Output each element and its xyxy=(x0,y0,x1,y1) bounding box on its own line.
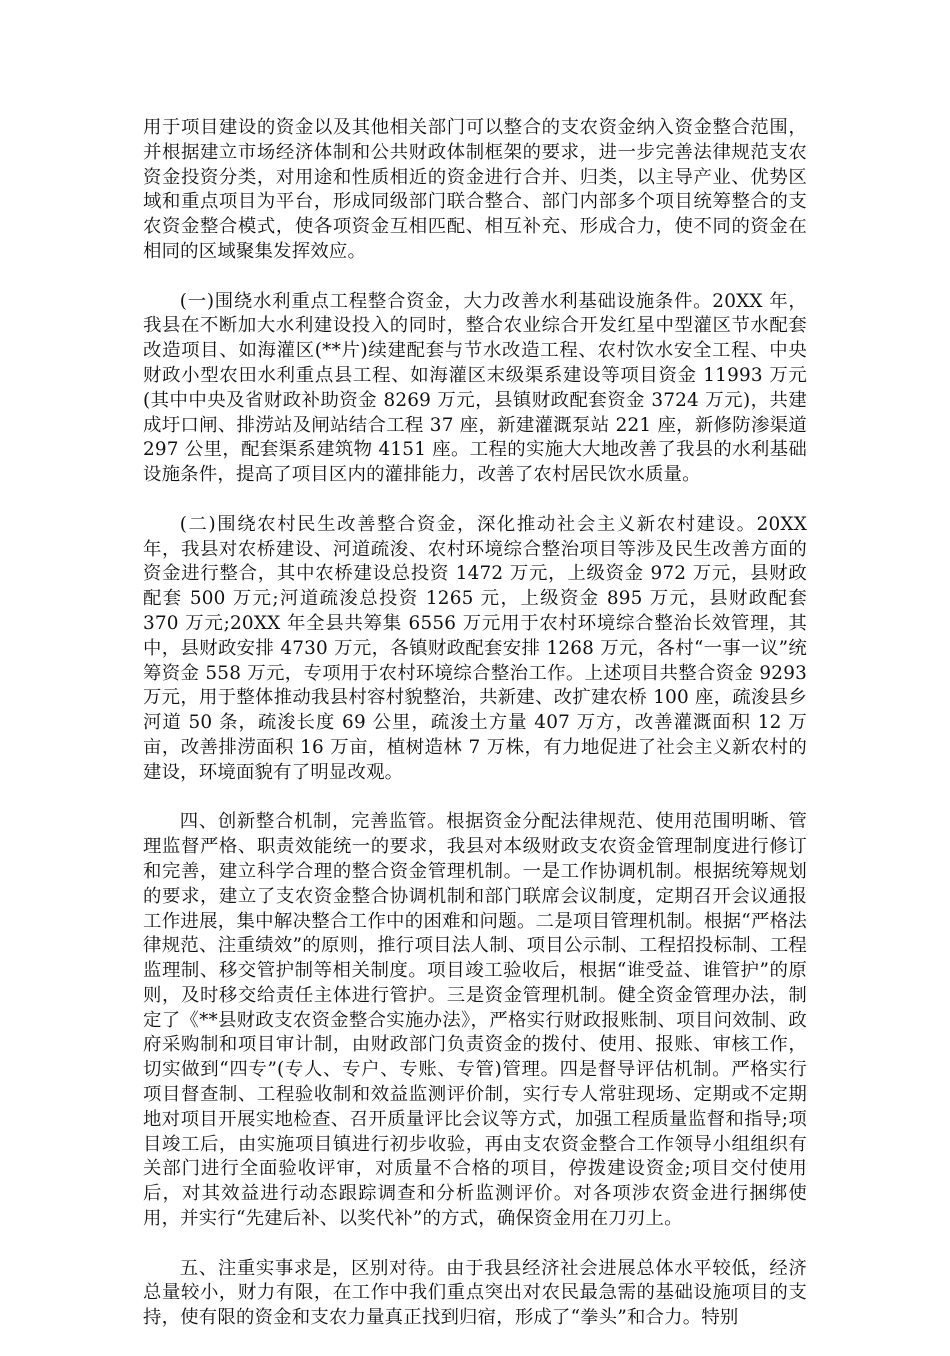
paragraph-rural-livelihood: (二)围绕农村民生改善整合资金，深化推动社会主义新农村建设。20XX 年，我县对农桥建设、河道疏浚、农村环境综合整治项目等涉及民生改善方面的资金进行整合，其中农桥建设总投资 1472 万元，上级资金 972 万元，县财政配套 500 万元;河道疏浚总投资 1265 元，上级资金 895 万元，县财政配套 370 万元;20XX 年全县共筹集 6556 万元用于农村环境综合整治长效管理，其中，县财政安排 4730 万元，各镇财政配套安排 1268 万元，各村“一事一议”统筹资金 558 万元，专项用于农村环境综合整治工作。上述项目共整合资金 9293 万元，用于整体推动我县村容村貌整治，共新建、改扩建农桥 100 座，疏浚县乡河道 50 条，疏浚长度 69 公里，疏浚土方量 407 万方，改善灌溉面积 12 万亩，改善排涝面积 16 万亩，植树造林 7 万株，有力地促进了社会主义新农村的建设，环境面貌有了明显改观。 xyxy=(143,513,807,783)
paragraph-integration-mechanism: 四、创新整合机制，完善监管。根据资金分配法律规范、使用范围明晰、管理监督严格、职责效能统一的要求，我县对本级财政支农资金管理制度进行修订和完善，建立科学合理的整合资金管理机制。一是工作协调机制。根据统筹规划的要求，建立了支农资金整合协调机制和部门联席会议制度，定期召开会议通报工作进展，集中解决整合工作中的困难和问题。二是项目管理机制。根据“严格法律规范、注重绩效”的原则，推行项目法人制、项目公示制、工程招投标制、工程监理制、移交管护制等相关制度。项目竣工验收后，根据“谁受益、谁管护”的原则，及时移交给责任主体进行管护。三是资金管理机制。健全资金管理办法，制定了《**县财政支农资金整合实施办法》，严格实行财政报账制、项目问效制、政府采购制和项目审计制，由财政部门负责资金的拨付、使用、报账、审核工作，切实做到“四专”(专人、专户、专账、专管)管理。四是督导评估机制。严格实行项目督查制、工程验收制和效益监测评价制，实行专人常驻现场、定期或不定期地对项目开展实地检查、召开质量评比会议等方式，加强工程质量监督和指导;项目竣工后，由实施项目镇进行初步收验，再由支农资金整合工作领导小组组织有关部门进行全面验收评审，对质量不合格的项目，停拨建设资金;项目交付使用后，对其效益进行动态跟踪调查和分析监测评价。对各项涉农资金进行捆绑使用，并实行“先建后补、以奖代补”的方式，确保资金用在刀刃上。 xyxy=(143,811,807,1230)
paragraph-water-conservancy: (一)围绕水利重点工程整合资金，大力改善水利基础设施条件。20XX 年，我县在不断加大水利建设投入的同时，整合农业综合开发红星中型灌区节水配套改造项目、如海灌区(**片)续建配套与节水改造工程、农村饮水安全工程、中央财政小型农田水利重点县工程、如海灌区末级渠系建设等项目资金 11993 万元(其中中央及省财政补助资金 8269 万元，县镇财政配套资金 3724 万元)，共建成圩口闸、排涝站及闸站结合工程 37 座，新建灌溉泵站 221 座，新修防渗渠道 297 公里，配套渠系建筑物 4151 座。工程的实施大大地改善了我县的水利基础设施条件，提高了项目区内的灌排能力，改善了农村居民饮水质量。 xyxy=(143,290,807,486)
paragraph-fund-integration-scope: 用于项目建设的资金以及其他相关部门可以整合的支农资金纳入资金整合范围，并根据建立市场经济体制和公共财政体制框架的要求，进一步完善法律规范支农资金投资分类，对用途和性质相近的资金进行合并、归类，以主导产业、优势区域和重点项目为平台，形成同级部门联合整合、部门内部多个项目统筹整合的支农资金整合模式，使各项资金互相匹配、相互补充、形成合力，使不同的资金在相同的区域聚集发挥效应。 xyxy=(143,117,807,262)
paragraph-seek-truth: 五、注重实事求是，区别对待。由于我县经济社会进展总体水平较低，经济总量较小，财力有限，在工作中我们重点突出对农民最急需的基础设施项目的支持，使有限的资金和支农力量真正找到归宿，形成了“拳头”和合力。特别 xyxy=(143,1257,807,1329)
document-body xyxy=(143,116,807,1356)
